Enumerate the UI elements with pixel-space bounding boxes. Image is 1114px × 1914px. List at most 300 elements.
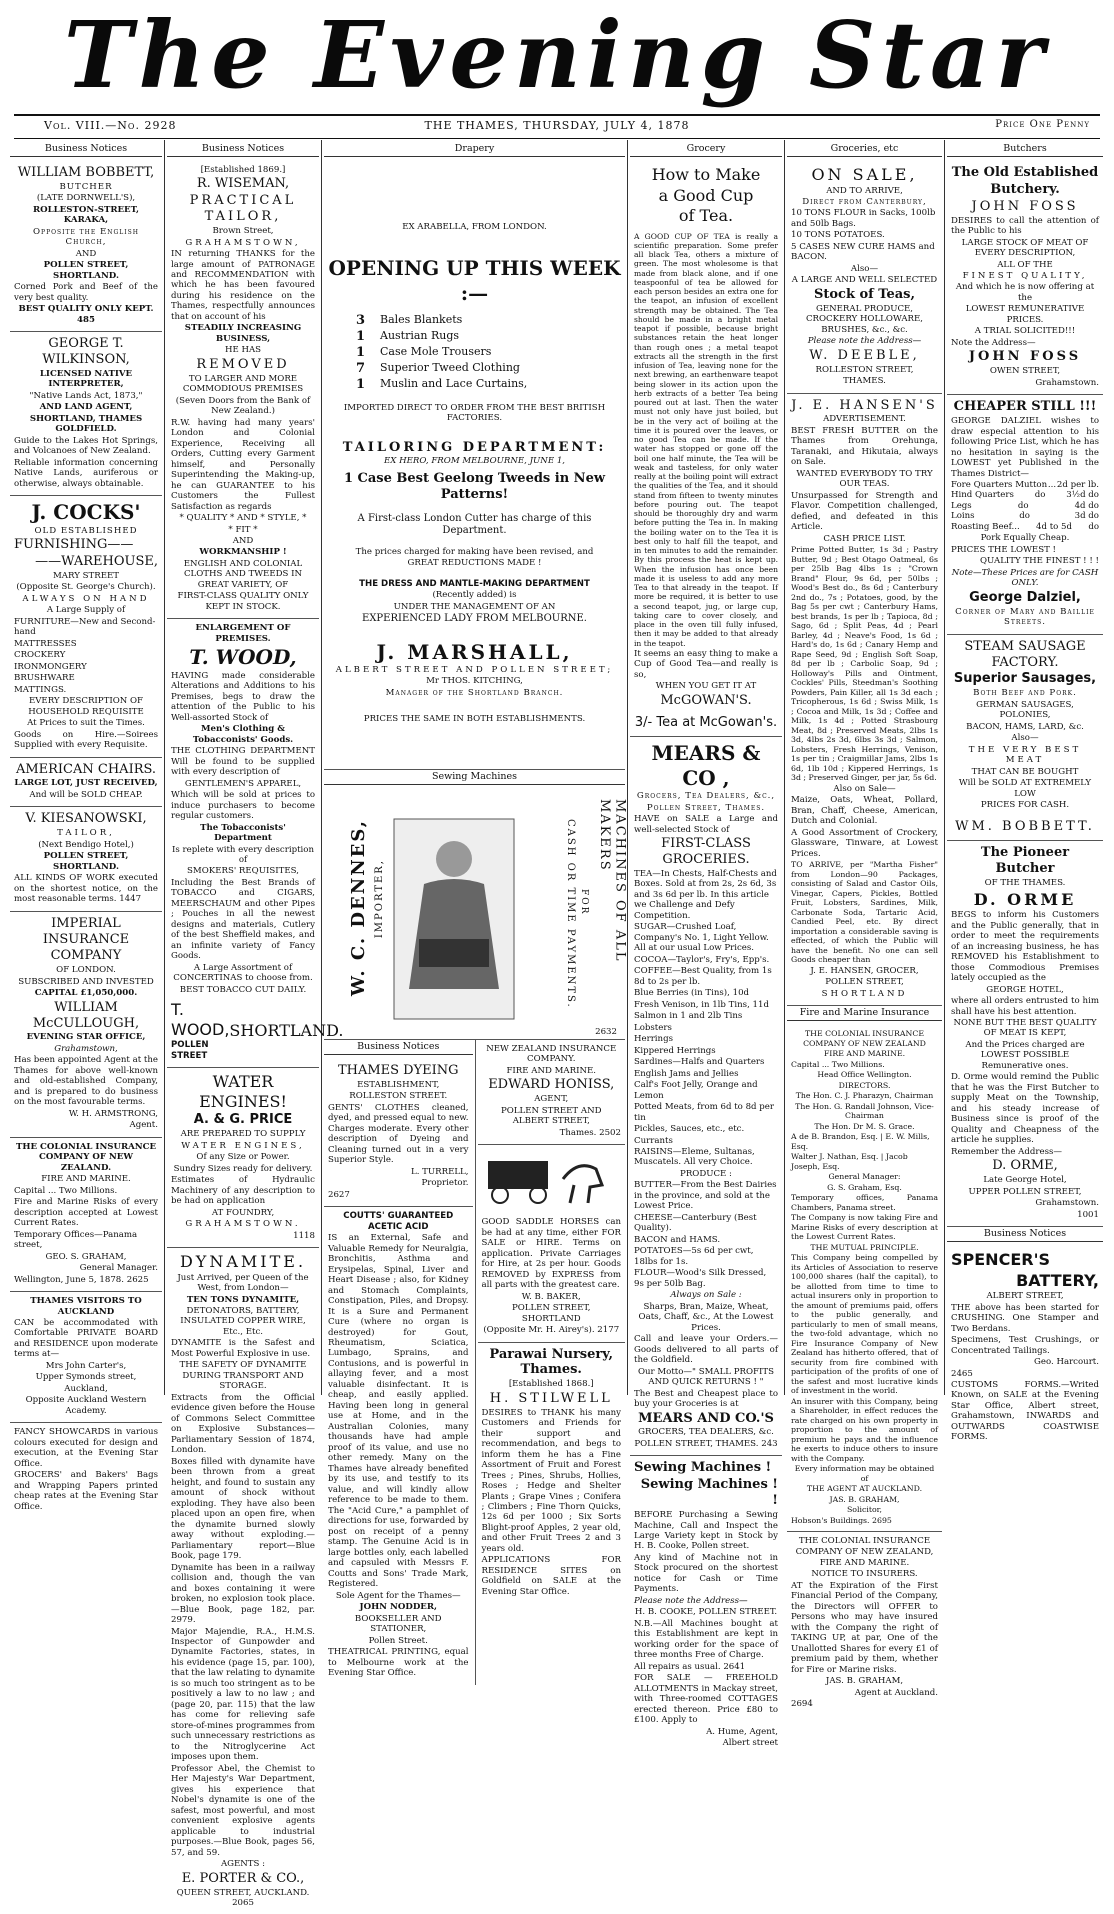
ad-text: WATER ENGINES, (181, 1140, 305, 1151)
ad-text: DETONATORS, BATTERY, INSULATED COPPER WIRE, Etc., Etc. (180, 1305, 306, 1337)
ad-hansen (787, 394, 942, 1007)
ad-text: Opposite the English Church, (33, 226, 139, 248)
ad-text: Herrings (634, 1034, 673, 1045)
ad-text: Always on Sale : (670, 1290, 742, 1301)
ad-text: UPPER POLLEN STREET, (968, 1186, 1082, 1197)
ad-text: AND LAND AGENT, (39, 402, 133, 413)
ad-text: J. E. HANSEN, GROCER, (810, 965, 919, 976)
ad-text: BUTCHER (59, 181, 113, 192)
ad-text: DYNAMITE is the Safest and Most Powerful Explosive in use. (171, 1338, 315, 1359)
ad-text: WM. BOBBETT. (955, 818, 1095, 834)
ad-text: Albert street (722, 1738, 778, 1749)
ad-text: Hobson's Buildings. 2695 (791, 1515, 892, 1525)
ad-text: Corner of Mary and Baillie Streets. (955, 606, 1095, 628)
price: Price One Penny (995, 119, 1090, 130)
column-header: Business Notices (10, 142, 162, 157)
ad-text: [Established 1868.] (508, 1379, 594, 1390)
ad-text: Grahamstown. (1035, 377, 1099, 388)
ad-text: THE MUTUAL PRINCIPLE. (810, 1242, 919, 1252)
list-cell: Loins (951, 511, 975, 522)
ad-text: 10 TONS POTATOES. (791, 230, 885, 241)
ad-text: where all orders entrusted to him shall have his best attention. (951, 996, 1099, 1017)
ad-text: Including the Best Brands of TOBACCO and CIGARS, MEERSCHAUM and other Pipes ; Pouches in all the newest designs and materials, Cutlery of the best Sheffield makes, and an infinite variety of Fancy Goods. (171, 877, 315, 962)
ad-text: PRICES FOR CASH. (980, 800, 1070, 811)
ad-text: 2465 (951, 1368, 973, 1379)
ad-text: GEORGE T. WILKINSON, (42, 336, 130, 368)
ad-text: JAS. B. GRAHAM, (829, 1494, 900, 1504)
list-cell: 1 (356, 329, 366, 345)
ad-text: J. MARSHALL, (376, 639, 573, 664)
ad-text: The Old Established (951, 165, 1099, 180)
ad-marshall (324, 161, 625, 770)
ad-text: FINEST QUALITY, (962, 271, 1088, 281)
ad-text: Note the Address— (951, 337, 1036, 348)
ad-text: Stock of Teas, (813, 286, 916, 302)
ad-text: THAT CAN BE BOUGHT (971, 766, 1079, 777)
column-divider (944, 140, 945, 1395)
ad-text: And will be SOLD CHEAP. (29, 789, 143, 800)
ad-text: REMOVED (196, 356, 290, 372)
ad-text: George Dalziel, (969, 589, 1081, 605)
ad-text: Grocers, Tea Dealers, &c., (636, 791, 776, 802)
ad-text: BATTERY, (1016, 1270, 1099, 1290)
machines-all-makers: MACHINES OF ALL MAKERS (596, 799, 628, 963)
ad-text: * FIT * (228, 524, 258, 535)
ad-text: OPENING UP THIS WEEK :— (328, 256, 621, 305)
ad-text: ESTABLISHMENT, (357, 1079, 440, 1090)
ad-text: GEORGE DALZIEL wishes to draw especial attention to his following Price List, which he has no hesitation in saying is the LOWEST yet Published in the Thames District— (951, 416, 1099, 479)
ad-text: MARY STREET (53, 570, 119, 581)
ad-text: EVERY DESCRIPTION OF HOUSEHOLD REQUISITE (28, 696, 144, 717)
ad-text: A LARGE AND WELL SELECTED (791, 275, 938, 286)
ad-text: PRICES THE SAME IN BOTH ESTABLISHMENTS. (363, 714, 586, 725)
ad-text: Any kind of Machine not in Stock procured on the shortest notice for Cash or Time Payments. (634, 1552, 778, 1595)
ad-text: Potted Meats, from 6d to 8d per tin (634, 1102, 774, 1123)
ad-text: Sharps, Bran, Maize, Wheat, Oats, Chaff, &c., At the Lowest Prices. (638, 1301, 774, 1333)
ad-text: E. PORTER & CO., (181, 1870, 305, 1886)
ad-text: The Company is now taking Fire and Marine Risks of every description at the Lowest Current Rates. (791, 1213, 938, 1242)
ad-steam-sausage (947, 635, 1103, 842)
ad-text: 1118 (293, 1230, 315, 1241)
ad-text: A. & G. PRICE (193, 1112, 293, 1128)
ad-text: A First-class London Cutter has charge of this Department. (357, 512, 592, 536)
ad-text: FOR SALE — FREEHOLD ALLOTMENTS in Mackay street, with Three-roomed COTTAGES erected thereon. Price £80 to £100. Apply to (634, 1673, 778, 1726)
ad-text: ALL OF THE (997, 259, 1053, 270)
ad-text: SUBSCRIBED AND INVESTED (18, 976, 154, 987)
ad-bobbett (10, 161, 162, 332)
ad-text: Remember the Address— (951, 1146, 1062, 1157)
ad-text: AGENTS : (220, 1859, 266, 1870)
ad-text: * QUALITY * AND * STYLE, * (179, 513, 307, 524)
column-5 (787, 142, 942, 1710)
ad-text: THAMES DYEING (337, 1063, 459, 1078)
ad-text: LARGE LOT, JUST RECEIVED, (14, 778, 158, 789)
column-header: Grocery (630, 142, 782, 157)
ad-text: WILLIAM McCULLOUGH, (32, 999, 140, 1031)
ad-text: Please note the Address— (634, 1595, 748, 1606)
ad-text: POLLEN STREET, THAMES. 243 (634, 1438, 778, 1449)
ad-text: Sewing Machines ! ! (640, 1477, 778, 1509)
ad-text: It seems an easy thing to make a Cup of Good Tea—and really is so, (634, 648, 778, 680)
ad-notice-insurers (787, 1532, 942, 1716)
ad-text: SHORTLAND (821, 988, 908, 999)
list-cell: 4d do (1074, 500, 1099, 511)
coach-engraving (478, 1149, 626, 1209)
ad-wood (167, 619, 344, 1068)
ad-text: H. STILWELL (489, 1390, 613, 1406)
ad-text: ENLARGEMENT OF PREMISES. (195, 623, 291, 644)
ad-text: The Hon. Dr M. S. Grace. (814, 1121, 915, 1131)
dateline (14, 117, 1100, 135)
ad-text: ADVERTISEMENT. (823, 414, 906, 425)
section-header: Business Notices (947, 1227, 1103, 1242)
ad-text: MEARS AND CO.'S (638, 1410, 774, 1426)
ad-text: Parawai Nursery, Thames. (489, 1346, 614, 1378)
ad-text: APPLICATIONS FOR RESIDENCE SITES on Goldfield on SALE at the Evening Star Office. (481, 1555, 621, 1597)
ad-spencer (947, 1246, 1103, 1449)
for-label: FOR (578, 889, 589, 916)
ad-text: Men's Clothing & Tobacconists' Goods. (192, 724, 294, 745)
ad-text: D. Orme would remind the Public that he was the First Butcher to supply Meat on the Township, and his steady increase of Business since is proof of the Quality and Cheapness of the article he supplies. (951, 1072, 1099, 1146)
ad-text: POTATOES—5s 6d per cwt, 18lbs for 1s. (634, 1246, 754, 1267)
ad-text: BRUSHWARE (14, 673, 75, 684)
ad-text: D. ORME, (992, 1158, 1058, 1174)
ad-text: Our Motto—" SMALL PROFITS AND QUICK RETURNS ! " (637, 1366, 775, 1388)
ad-text: HAVE on SALE a Large and well-selected Stock of (634, 814, 778, 835)
ad-dennes-sewing (324, 789, 628, 1040)
ad-text: THE SAFETY OF DYNAMITE DURING TRANSPORT AND STORAGE. (179, 1360, 307, 1392)
ad-text: ALBERT STREET, (986, 1291, 1064, 1302)
ad-text: Corned Pork and Beef of the very best quality. (14, 282, 158, 303)
ad-text: W. B. BAKER, (521, 1291, 581, 1302)
ad-text: WANTED EVERYBODY TO TRY OUR TEAS. (796, 468, 933, 490)
list-cell: Hind Quarters (951, 490, 1014, 501)
ad-kiesanowski (10, 807, 162, 911)
ad-orme (947, 841, 1103, 1227)
ad-text: PRICES THE LOWEST ! (951, 544, 1057, 555)
ad-text: AGENT, (534, 1094, 569, 1105)
ad-nz-insurance (478, 1040, 626, 1145)
ad-text: FIRST-CLASS QUALITY ONLY KEPT IN STOCK. (177, 591, 309, 612)
ad-text: Every information may be obtained of (794, 1464, 935, 1483)
ad-text: Estimates of Hydraulic Machinery of any description to be had on application (171, 1175, 315, 1207)
ad-text: Also— (1011, 733, 1039, 744)
ad-text: HE HAS (224, 345, 262, 356)
ad-text: Sardines—Halfs and Quarters (634, 1057, 765, 1068)
ad-text: AMERICAN CHAIRS. (15, 761, 157, 777)
ad-text: ALBERT STREET AND POLLEN STREET; (335, 664, 614, 675)
ad-text: And the Prices charged are LOWEST POSSIBLE Remunerative ones. (965, 1039, 1085, 1071)
ad-text: a Good Cup (658, 185, 754, 205)
ad-text: POLLEN STREET, SHORTLAND. (43, 260, 129, 281)
ad-baker (478, 1213, 626, 1342)
ad-text: THE DRESS AND MANTLE-MAKING DEPARTMENT (359, 578, 590, 589)
ad-text: A Large Supply of (46, 605, 126, 616)
ad-text: BEST QUALITY ONLY KEPT. 485 (18, 304, 154, 325)
ad-text: Extracts from the Official evidence given before the House of Commons Select Committee on Explosive Substances—Parliamentary Session of 1874, London. (171, 1392, 315, 1456)
ad-text: TEN TONS DYNAMITE, (186, 1294, 300, 1305)
ad-text: Agent. (129, 1120, 158, 1131)
ad-text: Note—These Prices are for CASH ONLY. (951, 567, 1099, 589)
ad-text: POLLEN STREET, SHORTLAND. (43, 851, 129, 872)
ad-text: Will be SOLD AT EXTREMELY LOW (958, 778, 1092, 799)
ad-text: WILLIAM BOBBETT, (17, 165, 155, 180)
ad-text: IN returning THANKS for the large amount of PATRONAGE and RECOMMENDATION with which he has been favoured during his residence on the Thames, respectfully announces that on account of his (171, 249, 315, 322)
ad-text: Has been appointed Agent at the Thames for above well-known and old-established Company, and is prepared to do business on the most favourable terms. (14, 1055, 158, 1108)
ad-text: English Jams and Jellies (634, 1068, 739, 1079)
ad-text: Also on Sale— (833, 783, 896, 794)
ad-text: HAVING made considerable Alterations and Additions to his Premises, begs to draw the attention of the Public to his Well-assorted Stock of (171, 670, 315, 723)
place-date: THE THAMES, THURSDAY, JULY 4, 1878 (424, 119, 690, 132)
ad-text: IRONMONGERY (14, 661, 87, 672)
ad-text: POLLEN STREET, SHORTLAND (511, 1303, 591, 1324)
ad-text: Reliable information concerning Native Lands, auriferous or otherwise, always obtainable. (14, 457, 158, 489)
ad-colonial-insurance (10, 1138, 162, 1292)
ad-text: MATTINGS. (14, 684, 67, 695)
ad-text: AND (75, 248, 97, 259)
ad-text: IS an External, Safe and Valuable Remedy for Neuralgia, Bronchitis, Asthma and Erysipelas, Spinal, Liver and Heart Disease ; also, for Kidney and Stomach Complaints, Constipation, Piles, and Dropsy. It is a Sure and Permanent Cure (where no organ is destroyed) for Gout, Rheumatism, Sciatica, Lumbago, Sprains, and Contusions, and is powerful in allaying fever, and a most valuable disinfectant. It is cheap, and easily applied. Having been long in general use at Home, and in the Australian Colonies, many thousands have had ample proof of its value, and use no other remedy. Many on the Thames have already benefited by its use, and testify to its value, and will kindly allow reference to be made to them. The "Acid Cure," a pamphlet of directions for use, forwarded by post on receipt of a penny stamp. The Genuine Acid is in large bottles only, each labelled and capsuled with Messrs F. Coutts and Sons' Trade Mark, Registered. (328, 1233, 469, 1590)
ad-text: General Manager: (828, 1172, 901, 1182)
ad-text: Maize, Oats, Wheat, Pollard, Bran, Chaff, Cheese, American, Dutch and Colonial. (791, 795, 938, 827)
ad-text: QUEEN STREET, AUCKLAND. 2065 (176, 1887, 310, 1908)
ad-text: THE VERY BEST MEAT (968, 744, 1082, 766)
ad-text: JAS. B. GRAHAM, (825, 1676, 904, 1687)
ad-text: Superior Sausages, (953, 671, 1097, 687)
ad-number: 2632 (595, 1026, 617, 1037)
ad-text: AND TO ARRIVE, (826, 185, 903, 196)
ad-text: SHORTLAND, THAMES GOLDFIELD. (29, 413, 143, 435)
ad-text: Direct from Canterbury, (802, 197, 927, 207)
ad-text: WHEN YOU GET IT AT (655, 681, 757, 692)
ad-text: WATER ENGINES! (199, 1072, 287, 1111)
ad-text: DIRECTORS. (838, 1080, 891, 1090)
ad-text: Fresh Venison, in 1lb Tins, 11d (634, 999, 769, 1010)
ad-text: Late George Hotel, (983, 1175, 1067, 1186)
newspaper-title: The Evening Star (63, 1, 1051, 109)
ad-text: NONE BUT THE BEST QUALITY OF MEAT IS KEPT, (953, 1017, 1097, 1039)
ad-text: D. ORME (973, 889, 1077, 909)
ad-text: V. KIESANOWSKI, (25, 811, 147, 827)
ad-text: T. WOOD, (189, 645, 297, 670)
list-cell: 3 (356, 313, 366, 329)
ad-dynamite (167, 1248, 319, 1914)
ad-text: 1 Case Best Geelong Tweeds in New Patterns! (343, 470, 606, 502)
list-cell: Legs (951, 500, 972, 511)
ad-mcgowan (630, 161, 782, 737)
ad-text: Of any Size or Power. (196, 1152, 290, 1163)
ad-text: Mr THOS. KITCHING, (426, 676, 523, 687)
ad-text: UNDER THE MANAGEMENT OF AN (393, 601, 556, 612)
ad-text: Blue Berries (in Tins), 10d (634, 988, 750, 999)
ad-text: A GOOD CUP OF TEA is really a scientific preparation. Some prefer all black Tea, others a mixture of green. The most wholesome is that made from black alone, and if one teaspoonful of tea be allowed for each person besides an extra one for the teapot, an infusion of excellent strength may be obtained. The Tea should be made in a bright metal teapot if possible, because bright substances retain the heat longer than rough ones ; a metal teapot extracts all the strength in the first infusion of Tea, leaving none for the next brewing, an earthenware teapot being slower in its action upon the herb extracts of a better Tea being poured out at last. Then the water must not only have just boiled, but be in the very act of boiling at the time it is poured over the leaves, or no good Tea can be made. If the water has stopped or gone off the boil one half minute, the Tea will be weak and tasteless, for only water really at the boiling point will extract the qualities of the Tea, and it should stand from fifteen to twenty minutes before pouring out. The teapot should be thoroughly dry and warm before putting the Tea in. In making the boiling water on to the Tea it is best only to half fill the teapot, and in ten minutes to add the remainder. By this process the heat is kept up. When the infusion has once been made it is useless to add any more Tea to that already in the teapot. If more be required, it is better to use a second teapot, jug, or large cup, taking care to cover closely, and place in the oven till fully infused, then it may be added to that already in the teapot. (634, 231, 778, 648)
ad-text: TO ARRIVE, per "Martha Fisher" from London—90 Packages, consisting of Salad and Castor Oils, Vinegar, Capers, Pickles, Bottled Fruit, Lobsters, Sardines, Milk, Carbonate Soda, Tartaric Acid, Candied Peel, etc. By direct importation a considerable saving is effected, of which the Public will have the benefit. No one can sell Goods cheaper than (791, 860, 938, 965)
ad-text: The prices charged for making have been revised, and (355, 546, 594, 557)
ad-text: JOHN FOSS (971, 198, 1079, 214)
list-cell: Case Mole Trousers (380, 344, 492, 358)
ad-text: Pollen Street, Thames. (646, 802, 766, 813)
ad-text: CAPITAL £1,050,000. (34, 988, 138, 999)
ad-text: COFFEE—Best Quality, from 1s 8d to 2s per lb. (634, 966, 772, 987)
ad-text: THE COLONIAL INSURANCE COMPANY OF NEW ZEALAND (803, 1029, 926, 1048)
ad-text: BEST FRESH BUTTER on the Thames from Orehunga, Taranaki, and Hikutaia, always on Sale. (791, 425, 938, 468)
ad-text: (LATE DORNWELL'S), (36, 193, 136, 204)
ad-text: Also— (850, 263, 879, 274)
list-cell: Roasting Beef... (951, 521, 1020, 532)
ad-text: Both Beef and Pork. (973, 688, 1077, 699)
ad-water-engines (167, 1068, 319, 1248)
ad-text: (Opposite St. George's Church). (16, 582, 156, 593)
ad-text: BOOKSELLER AND STATIONER, (354, 1613, 442, 1635)
ad-text: Capital ... Two Millions. (14, 1185, 118, 1196)
ad-text: A TRIAL SOLICITED!!! (974, 326, 1076, 337)
ad-text: PRODUCE : (680, 1168, 732, 1179)
ad-text: BEFORE Purchasing a Sewing Machine, Call and Inspect the Large Variety kept in Stock by H. B. Cooke, Pollen street. (634, 1510, 778, 1552)
ad-text: INSURANCE COMPANY (42, 932, 130, 964)
ad-text: Pork Equally Cheap. (980, 533, 1070, 544)
ad-text: [Established 1869.] (200, 165, 286, 175)
ad-text: A. Hume, Agent, (706, 1726, 778, 1737)
ad-text: Major Majendie, R.A., H.M.S. Inspector of Gunpowder and Dynamite Factories, states, in his evidence (page 15, par. 100), that the law relating to dynamite is so much too stringent as to be positively a law to no law ; and (page 20, par. 115) that the law has come for relieving safe store-of-mines programmes from such unnecessary restrictions as to the Nitroglycerine Act imposes upon them. (171, 1626, 315, 1763)
ad-text: Pollen Street. (368, 1635, 428, 1646)
ad-text: PRACTICAL TAILOR, (189, 193, 297, 225)
ad-text: ARE PREPARED TO SUPPLY (180, 1129, 306, 1140)
ad-showcards (10, 1423, 162, 1518)
ad-text: (Next Bendigo Hotel,) (38, 839, 134, 850)
ad-text: Mrs John Carter's, (45, 1360, 127, 1371)
ad-text: The Best and Cheapest place to buy your Groceries is at (634, 1388, 778, 1410)
list-cell: 7 (356, 360, 366, 376)
ad-text: Wellington, June 5, 1878. 2625 (14, 1274, 149, 1285)
ad-text: CHEESE—Canterbury (Best Quality). (634, 1212, 757, 1234)
horse-coach-icon (478, 1149, 618, 1205)
ad-cooke-sewing (630, 1456, 782, 1754)
section-header: Business Notices (324, 1040, 473, 1055)
ad-visitors (10, 1292, 162, 1423)
ad-text: POLLEN STREET, (825, 977, 904, 988)
ad-nursery (478, 1343, 626, 1604)
column-divider (627, 140, 628, 1395)
ad-text: Just Arrived, per Queen of the West, from London— (177, 1272, 309, 1294)
ad-text: THE above has been started for CRUSHING. One Stamper and Two Berdans. (951, 1302, 1099, 1334)
ad-text: L. TURRELL, (410, 1166, 469, 1177)
ad-text: Fire and Marine Risks of every description accepted at Lowest Current Rates. (14, 1197, 158, 1229)
ad-text: GERMAN SAUSAGES, POLONIES, (976, 699, 1074, 721)
ad-text: ——WAREHOUSE, (35, 553, 158, 569)
section-header: Sewing Machines (324, 770, 625, 785)
lower-right (476, 1040, 626, 1685)
ad-text: CROCKERY (14, 650, 66, 661)
ad-text: FLOUR—Wood's Silk Dressed, 9s per 50lb Bag. (634, 1268, 767, 1289)
ad-text: J. E. HANSEN'S (791, 397, 938, 413)
ad-text: Proprietor. (421, 1178, 469, 1189)
ad-text: G. S. Graham, Esq. (827, 1182, 902, 1192)
ad-text: MATTRESSES (14, 638, 77, 649)
ad-text: OF THE THAMES. (984, 878, 1066, 889)
ad-text: THE CLOTHING DEPARTMENT Will be found to be supplied with every description of (171, 746, 315, 778)
ad-text: 1001 (1077, 1209, 1099, 1220)
ad-text: Guide to the Lakes Hot Springs, and Volcanoes of New Zealand. (14, 435, 158, 457)
list-cell: Austrian Rugs (380, 329, 460, 343)
ad-text: BUTTER—From the Best Dairies in the province, and sold at the Lowest Price. (634, 1180, 777, 1212)
ad-text: Upper Symonds street, (35, 1372, 137, 1383)
ad-text: LOWEST REMUNERATIVE PRICES. (965, 304, 1085, 325)
column-header: Groceries, etc (787, 142, 942, 157)
ad-text: Please note the Address— (807, 336, 922, 347)
list-cell: Fore Quarters Mutton (951, 479, 1048, 490)
ad-text: THE AGENT AT AUCKLAND. (806, 1484, 923, 1494)
ad-text: of Tea. (678, 206, 734, 226)
ad-text: FIRE AND MARINE. (41, 1174, 131, 1185)
ad-text: A de B. Brandon, Esq. | E. W. Mills, Esq. (791, 1132, 930, 1151)
ad-text: GOOD SADDLE HORSES can be had at any time, either FOR SALE or HIRE. Terms on application. Private Carriages for Hire, at 2s per hour. Goods REMOVED by EXPRESS from all parts with the greatest care. (481, 1217, 621, 1291)
ad-text: Which will be sold at prices to induce purchasers to become regular customers. (171, 790, 315, 822)
ad-text: TAILORING DEPARTMENT: (342, 439, 607, 455)
ad-wilkinson (10, 332, 162, 496)
ad-text: At Prices to suit the Times. (27, 718, 145, 729)
ad-text: IMPERIAL (51, 915, 121, 931)
ad-text: Call and leave your Orders.—Goods delivered to all parts of the Goldfield. (634, 1334, 778, 1366)
ad-text: COCOA—Taylor's, Fry's, Epp's. (634, 954, 770, 965)
ad-text: BACON, HAMS, LARD, &c. (966, 721, 1084, 732)
ad-text: FURNITURE—New and Second-hand (14, 616, 156, 638)
ad-text: H. B. COOKE, POLLEN STREET. (634, 1607, 778, 1618)
ad-text: Dynamite has been in a railway collision and, though the van and boxes containing it were broken, no explosion took place.—Blue Book, page 182, par. 2979. (171, 1562, 315, 1626)
ad-text: Sole Agent for the Thames— (335, 1590, 461, 1601)
list-cell: do (1034, 490, 1046, 501)
ad-text: W. H. ARMSTRONG, (68, 1108, 158, 1119)
ad-text: Auckland, (64, 1383, 108, 1394)
ad-text: Capital ... Two Millions. (791, 1059, 885, 1069)
ad-text: 2627 (328, 1189, 350, 1200)
ad-text: Solicitor, (846, 1505, 883, 1515)
ad-text: TO LARGER AND MORE COMMODIOUS PREMISES (182, 373, 304, 395)
ad-text: POLLEN STREET (171, 1040, 209, 1061)
ad-text: 10 TONS FLOUR in Sacks, 100lb and 50lb Bags. (791, 208, 936, 229)
ad-text: OF LONDON. (56, 965, 116, 976)
ad-text: SUGAR—Crushed Loaf, Company's No. 1, Light Yellow. All at our usual Low Prices. (634, 922, 769, 954)
cash-or-time: CASH OR TIME PAYMENTS. (565, 819, 577, 1009)
ad-text: SMOKERS' REQUISITES, (187, 866, 299, 877)
ad-text: R. WISEMAN, (196, 176, 290, 192)
column-3-lower (324, 1040, 625, 1685)
ad-text: Head Office Wellington. (817, 1070, 912, 1080)
ad-text: ON SALE, (811, 165, 918, 184)
ad-text: THE COLONIAL INSURANCE COMPANY OF NEW ZEALAND, (795, 1536, 934, 1557)
ad-text: CHEAPER STILL !!! (953, 399, 1097, 415)
ad-text: JOHN FOSS (968, 349, 1082, 365)
ad-text: POLLEN STREET AND ALBERT STREET, (501, 1105, 602, 1127)
ad-text: Grahamstown, (54, 1043, 118, 1054)
ad-text: Is replete with every description of (172, 844, 314, 865)
masthead-rule-top (14, 114, 1100, 116)
ad-text: All repairs as usual. 2641 (634, 1661, 746, 1672)
ad-text: Temporary offices, Panama Chambers, Panama street. (791, 1193, 938, 1212)
column-divider (164, 140, 165, 1395)
ad-text: AT FOUNDRY, (211, 1207, 275, 1218)
ad-text: TAILOR, (57, 828, 115, 839)
ad-text: Currants (634, 1135, 673, 1146)
ad-text: Manager of the Shortland Branch. (385, 687, 564, 698)
ad-text: OWEN STREET, (989, 366, 1061, 377)
list-cell: do (1017, 500, 1029, 511)
ad-wiseman (167, 161, 319, 619)
column-3 (324, 142, 628, 1679)
masthead-rule-bottom (14, 138, 1100, 139)
ad-text: AND (232, 536, 254, 546)
ad-text: (Opposite Mr. H. Airey's). 2177 (483, 1325, 620, 1336)
ad-text: ENGLISH AND COLONIAL CLOTHS AND TWEEDS IN GREAT VARIETY, OF (183, 558, 303, 590)
ad-text: J. COCKS' (31, 500, 141, 525)
